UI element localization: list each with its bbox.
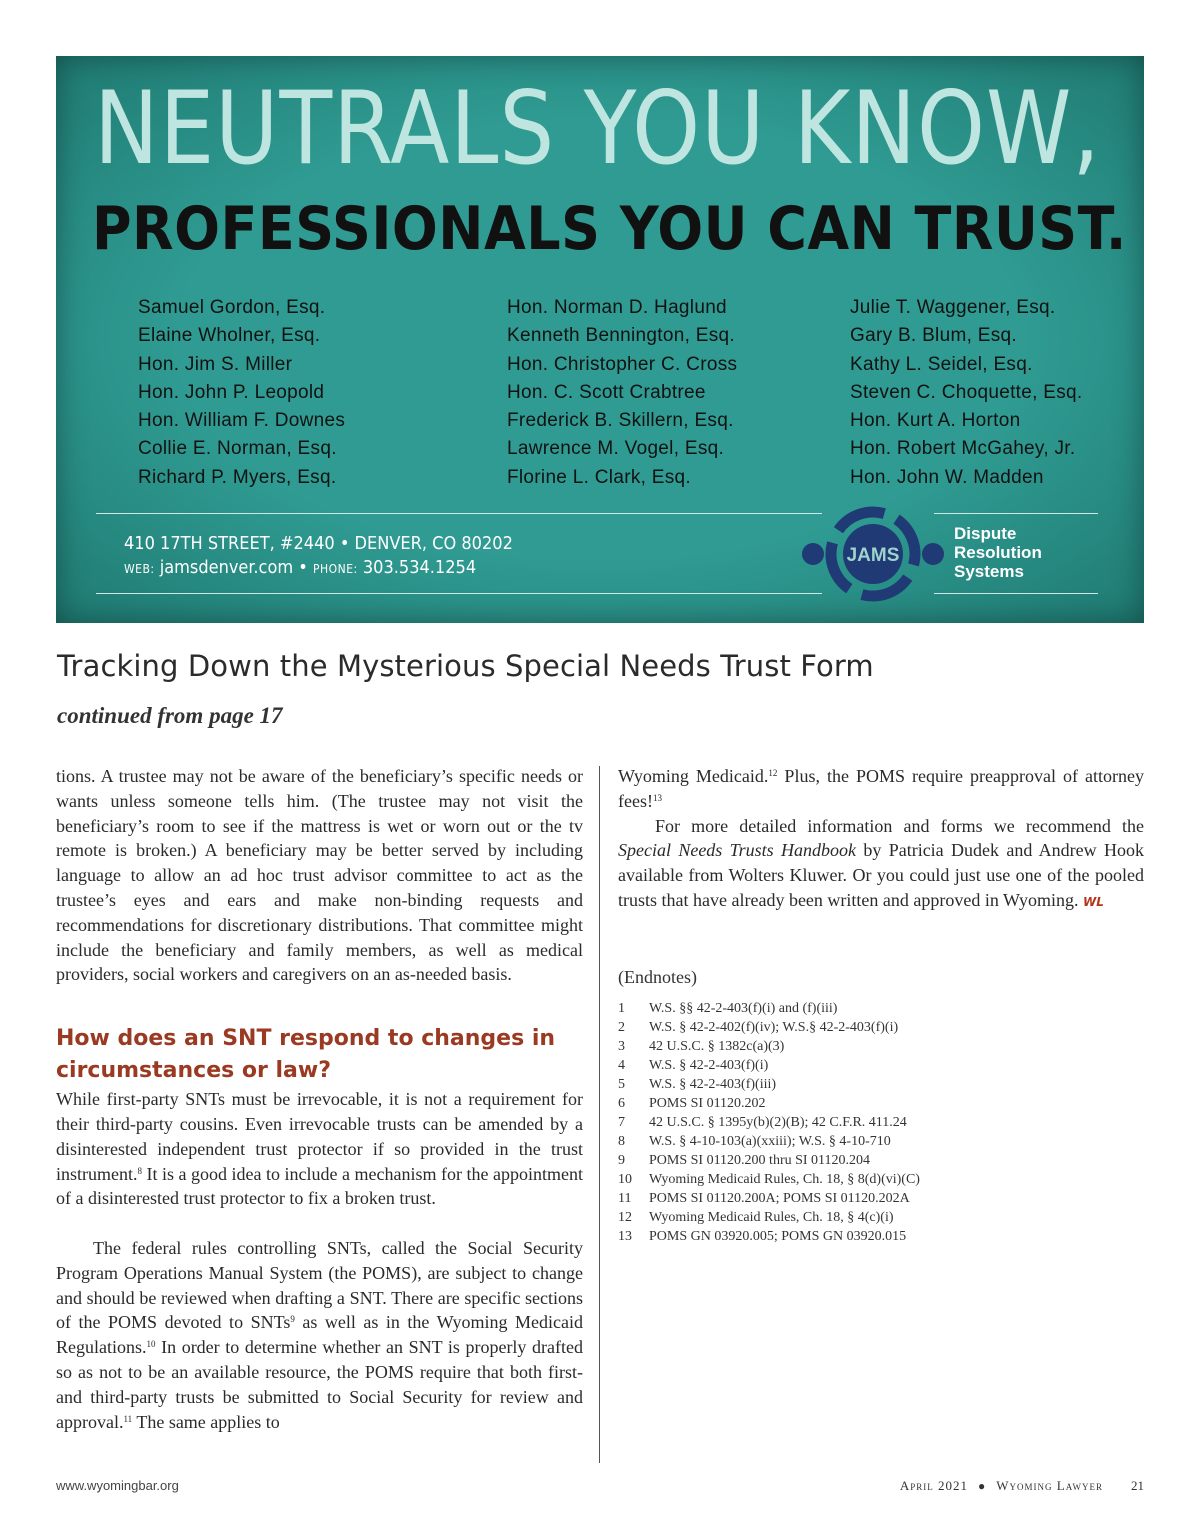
- jams-logo-text: JAMS: [846, 545, 900, 566]
- endnote-number: 2: [618, 1020, 625, 1035]
- article-title: Tracking Down the Mysterious Special Needs Trust Form: [57, 649, 874, 683]
- footnote-ref[interactable]: 12: [768, 768, 778, 778]
- endnote-text: POMS SI 01120.202: [649, 1096, 766, 1111]
- endnote-text: W.S. § 42-2-403(f)(i): [649, 1058, 769, 1073]
- neutral-name: Florine L. Clark, Esq.: [507, 466, 691, 488]
- endnote-number: 11: [618, 1191, 632, 1206]
- article-column-left: [56, 764, 583, 1434]
- ad-contact: [124, 532, 513, 581]
- paragraph: While first-party SNTs must be irrevocable, it is not a requirement for their third-party cousins. Even irrevocable trusts can be amended by a disinterested independent trust protector if so provided in the trust instrument.$^8$ It is a good idea to include a mechanism for the appointment of a disinterested trust protector to fix a broken trust.: [56, 1089, 583, 1209]
- endnote-number: 8: [618, 1134, 625, 1149]
- continued-note: continued from page 17: [57, 703, 283, 728]
- endnote-item: [618, 1113, 1148, 1132]
- ad-headline: NEUTRALS YOU KNOW,: [94, 69, 1101, 188]
- end-mark: WL: [1082, 894, 1104, 909]
- ad-address: 410 17TH STREET, #2440 • DENVER, CO 80202: [124, 533, 513, 554]
- footnote-ref[interactable]: 8: [137, 1165, 142, 1176]
- web-label: WEB:: [124, 562, 155, 576]
- tagline-line: Systems: [954, 562, 1024, 581]
- neutral-name: Frederick B. Skillern, Esq.: [507, 410, 734, 432]
- endnotes-title: (Endnotes): [618, 967, 697, 987]
- endnote-text: Wyoming Medicaid Rules, Ch. 18, § 4(c)(i): [649, 1210, 894, 1225]
- neutral-name: Hon. William F. Downes: [138, 410, 346, 432]
- endnote-number: 10: [618, 1172, 632, 1187]
- jams-tagline: [954, 524, 1042, 581]
- neutral-name: Hon. John P. Leopold: [138, 381, 325, 403]
- endnote-item: [618, 1170, 1148, 1189]
- paragraph: tions. A trustee may not be aware of the beneficiary’s specific needs or wants unless someone tells him. (The trustee may not visit the beneficiary’s room to see if the mattress is wet or worn out or the tv remote is broken.) A beneficiary may be better served by including language to allow an ad hoc trust advisor committee to act as the trustee’s eyes and ears and make non-binding requests and recommendations for discretionary distributions. That committee might include the beneficiary and family members, as well as medical providers, social workers and caregivers on an as-needed basis.: [56, 766, 583, 985]
- endnote-item: [618, 1208, 1148, 1227]
- endnotes-list: [618, 999, 1148, 1246]
- paragraph: For more detailed information and forms we recommend the Special Needs Trusts Handbook by Patricia Dudek and Andrew Hook available from Wolters Kluwer. Or you could just use one of the pooled trusts that have already been written and approved in Wyoming. WL: [618, 815, 1144, 910]
- endnote-number: 9: [618, 1153, 625, 1168]
- endnote-text: POMS GN 03920.005; POMS GN 03920.015: [649, 1229, 907, 1244]
- neutral-name: Hon. Christopher C. Cross: [507, 353, 738, 375]
- tagline-line: Resolution: [954, 543, 1042, 562]
- neutral-name: Samuel Gordon, Esq.: [138, 297, 326, 318]
- ad-neutrals-column-2: [507, 294, 737, 492]
- footer-issue: [900, 1478, 1144, 1494]
- column-divider: [599, 766, 600, 1463]
- neutral-name: Collie E. Norman, Esq.: [138, 438, 337, 460]
- separator: •: [298, 557, 308, 578]
- endnote-text: 42 U.S.C. § 1395y(b)(2)(B); 42 C.F.R. 411.24: [649, 1115, 907, 1130]
- endnote-item: [618, 1151, 1148, 1170]
- ad-phone: 303.534.1254: [362, 557, 477, 578]
- article-column-right: [618, 764, 1144, 915]
- endnote-text: W.S. § 42-2-402(f)(iv); W.S.§ 42-2-403(f)(i): [649, 1020, 899, 1035]
- section-heading: How does an SNT respond to changes in circumstances or law?: [56, 1026, 556, 1084]
- endnote-number: 1: [618, 1001, 625, 1016]
- endnote-number: 5: [618, 1077, 625, 1092]
- endnote-item: [618, 1018, 1148, 1037]
- issue-date: April 2021: [899, 1478, 969, 1493]
- endnote-item: [618, 1094, 1148, 1113]
- endnote-item: [618, 1037, 1148, 1056]
- endnote-number: 6: [618, 1096, 625, 1111]
- endnote-text: W.S. § 42-2-403(f)(iii): [649, 1077, 777, 1092]
- ad-subheadline: PROFESSIONALS YOU CAN TRUST.: [92, 194, 1127, 264]
- neutral-name: Hon. John W. Madden: [850, 466, 1044, 488]
- endnote-item: [618, 1189, 1148, 1208]
- endnote-item: [618, 1132, 1148, 1151]
- neutral-name: Kathy L. Seidel, Esq.: [850, 353, 1033, 375]
- endnote-number: 12: [618, 1210, 632, 1225]
- endnote-number: 13: [618, 1229, 632, 1244]
- endnote-item: [618, 1056, 1148, 1075]
- jams-advertisement: [56, 56, 1144, 623]
- endnote-text: POMS SI 01120.200 thru SI 01120.204: [649, 1153, 871, 1168]
- neutral-name: Hon. C. Scott Crabtree: [507, 381, 706, 403]
- endnote-text: POMS SI 01120.200A; POMS SI 01120.202A: [649, 1191, 910, 1206]
- endnote-number: 7: [618, 1115, 625, 1130]
- publication-name: Wyoming Lawyer: [996, 1478, 1103, 1493]
- neutral-name: Hon. Robert McGahey, Jr.: [850, 438, 1076, 460]
- neutral-name: Hon. Norman D. Haglund: [507, 297, 727, 318]
- endnote-text: W.S. §§ 42-2-403(f)(i) and (f)(iii): [649, 1001, 838, 1016]
- endnote-number: 3: [618, 1039, 625, 1054]
- jams-logo-icon: [800, 499, 946, 609]
- footnote-ref[interactable]: 11: [123, 1413, 133, 1424]
- ad-neutrals-column-3: [850, 294, 1082, 492]
- paragraph: Wyoming Medicaid.$^{12}$ Plus, the POMS require preapproval of attorney fees!$^{13}$: [618, 766, 1144, 811]
- endnote-item: [618, 1227, 1148, 1246]
- footnote-ref[interactable]: 10: [146, 1339, 156, 1350]
- ad-divider-bottom: [96, 593, 822, 594]
- endnote-item: [618, 999, 1148, 1018]
- neutral-name: Kenneth Bennington, Esq.: [507, 325, 735, 347]
- endnote-text: Wyoming Medicaid Rules, Ch. 18, § 8(d)(vi)(C): [649, 1172, 920, 1187]
- neutral-name: Steven C. Choquette, Esq.: [850, 381, 1083, 403]
- endnote-text: W.S. § 4-10-103(a)(xxiii); W.S. § 4-10-710: [649, 1134, 891, 1149]
- endnote-item: [618, 1075, 1148, 1094]
- endnote-number: 4: [618, 1058, 625, 1073]
- page-number: 21: [1131, 1478, 1144, 1493]
- tagline-line: Dispute: [954, 524, 1017, 543]
- bullet-icon: ●: [978, 1479, 987, 1493]
- neutral-name: Elaine Wholner, Esq.: [138, 325, 321, 347]
- neutral-name: Hon. Jim S. Miller: [138, 353, 293, 375]
- ad-neutrals-column-1: [138, 294, 345, 492]
- neutral-name: Richard P. Myers, Esq.: [138, 466, 337, 488]
- paragraph: The federal rules controlling SNTs, called the Social Security Program Operations Manual System (the POMS), are subject to change and should be reviewed when drafting a SNT. There are specific sections of the POMS devoted to SNTs$^9$ as well as in the Wyoming Medicaid Regulations.$^{10}$ In order to determine whether an SNT is properly drafted so as not to be an available resource, the POMS require that both first- and third-party trusts be submitted to Social Security for review and approval.$^{11}$ The same applies to: [56, 1237, 584, 1432]
- neutral-name: Gary B. Blum, Esq.: [850, 325, 1017, 347]
- neutral-name: Hon. Kurt A. Horton: [850, 410, 1021, 432]
- ad-divider-top: [96, 513, 822, 514]
- phone-label: PHONE:: [313, 562, 358, 576]
- footer-website-link[interactable]: www.wyomingbar.org: [56, 1478, 179, 1493]
- neutral-name: Julie T. Waggener, Esq.: [850, 297, 1056, 318]
- footnote-ref[interactable]: 9: [290, 1314, 295, 1325]
- neutral-name: Lawrence M. Vogel, Esq.: [507, 438, 725, 460]
- ad-divider-top-right: [934, 513, 1098, 514]
- endnote-text: 42 U.S.C. § 1382c(a)(3): [649, 1039, 785, 1054]
- footnote-ref[interactable]: 13: [652, 792, 662, 803]
- ad-website-link[interactable]: jamsdenver.com: [159, 557, 294, 578]
- ad-divider-bottom-right: [934, 593, 1098, 594]
- book-title: Special Needs Trusts Handbook: [618, 840, 857, 861]
